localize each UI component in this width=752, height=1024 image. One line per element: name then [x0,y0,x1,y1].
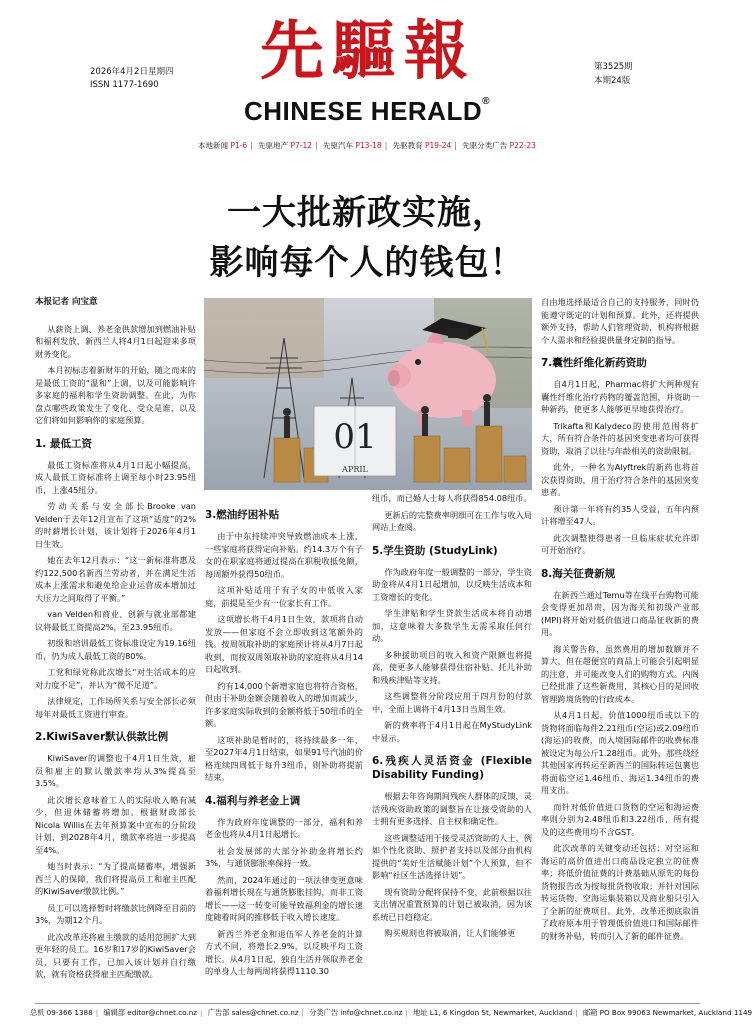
article-column-1 [35,296,196,985]
paragraph: 法律规定，工作场所关系与安全部长必须每年对最低工资进行审查。 [35,696,196,719]
subheading: 4.福利与养老金上调 [205,794,301,807]
article-column-3 [372,492,532,944]
paragraph: 员工可以选择暂时将缴款比例降至目前的3%，为期12个月。 [35,902,196,925]
subheading: 6.残疾人灵活资金 (Flexible Disability Funding) [372,755,532,781]
paragraph: 工党和绿党称此次增长“对生活成本的应对力度不足”，并认为“微不足道”。 [35,667,196,690]
subheading: 7.囊性纤维化新药资助 [541,357,647,369]
paragraph: 最低工资标准将从4月1日起小幅提高，成人最低工资标准将上调至每小时23.95纽币，上涨45纽分。 [35,459,196,495]
paragraph: 初级和培训最低工资标准设定为19.16纽币，仍为成人最低工资的80%。 [35,638,196,661]
paragraph: 这些调整适用于接受灵活资助的人士，例如个性化资助、照护者支持以及部分由机构提供的“美好生活赋能计划”个人预算，但不影响“社区生活选择计划”。 [372,832,532,880]
paragraph: 新西兰养老金和退伍军人养老金的计算方式不同，将增长2.9%，以反映平均工资增长。从4月1日起，独自生活并领取养老金的单身人士每两周将获得1110.30 [205,928,363,976]
paragraph: 此次改革的关键变动还包括：对空运和海运的高价值进出口商品设定独立的征费率；将低价值征费的计费基础从原先的每份货物报告改为按每批货物收取；并针对国际转运货物、空海运集装箱以及商业船只引入了全新的征费项目。此外，改革还彻底取消了政府原本用于管理低价值进口和国际邮件的财务补贴，转而引入了新的邮件征费。 [541,843,699,941]
calendar-month: APRIL [342,465,368,474]
paragraph: 此次增长意味着工人的实际收入略有减少，但退休储蓄将增加。根据财政部长Nicola Willis在去年预算案中宣布的分阶段计划，到2028年4月，缴款率将进一步提高至4%。 [35,794,196,855]
paragraph: 购买规则也将被取消，让人们能够更 [384,928,516,938]
headline-line-2: 影响每个人的钱包！ [209,243,525,283]
byline: 本报记者 向宝意 [35,297,98,307]
section-index: 本地新闻 P1-6 | 先驱地产 P7-12 | 先驱汽车 P13-18 | 先驱教育 P19-24 | 先驱分类广告 P22-23 [198,141,536,150]
footer-po-box: 邮箱 PO Box 99063 Newmarket, Auckland 1149 [582,1008,752,1017]
paragraph: 海关警告称，虽然费用的增加数额并不算大，但在超便宜的商品上可能会引起明显的注意，并可能改变人们的购物方式。内阁已经批准了这些新费用，其核心目的是回收管理跨境货物的行政成本。 [541,643,699,704]
paragraph: 她当时表示：“为了提高储蓄率，增强新西兰人的保障，我们将提高员工和雇主匹配的KiwiSaver缴款比例。” [35,861,196,896]
paragraph: 作为政府年度一般调整的一部分，学生资助金将从4月1日起增加，以反映生活成本和工资增长的变化。 [372,566,532,602]
logo-chinese: 先驅報 [260,14,476,89]
paragraph: 学生津贴和学生贷款生活成本将自动增加，这意味着大多数学生无需采取任何行动。 [372,608,532,643]
paragraph: 预计第一年将有约35人受益，五年内预计将增至47人。 [541,503,699,526]
footer-address: 地址 L1, 6 Kingdon St, Newmarket, Auckland [413,1008,573,1017]
masthead-left [90,66,173,92]
paragraph: 新的费率将于4月1日起在MyStudyLink中显示。 [372,720,532,743]
paragraph: 这项增长将于4月1日生效，款项将自动发放——但家庭不会立即收到这笔额外的钱。按周领取补助的家庭预计将从4月7日起收到，而按双周领取补助的家庭将从4月14日起收到。 [205,614,363,674]
footer-contacts: 总机 09-366 1388 | 编辑部 editor@chnet.co.nz | 广告部 sales@chnet.co.nz | 分类广告 info@chnet.co.nz | 地址 L1, 6 Kingdon St, Newmarket, Auckland | 邮箱 PO Box 99063 Newmarket, Auckland 1149 [30,1008,752,1017]
paragraph: 作为政府年度调整的一部分，福利和养老金也将从4月1日起增长。 [205,816,363,839]
paragraph: 此外，一种名为Alyftrek的新药也将首次获得资助，用于治疗符合条件的基因突变患者。 [541,462,699,497]
article-column-4 [541,296,699,946]
paragraph: 从4月1日起，价值1000纽币或以下的货物将面临每件2.21纽币(空运)或2.09纽币(海运)的收费，而入境国际邮件的收费标准被设定为每公斤1.28纽币。此外，那些绕经其他国家再转运至新西兰的国际转运包裹也将面临空运1.46纽币、海运1.34纽币的费用支出。 [541,710,699,795]
logo-english-text: CHINESE HERALD [243,96,483,126]
section-item[interactable]: 先驱教育 P19-24 [392,141,452,150]
headline-line-1: 一大批新政实施， [227,193,507,233]
paragraph: 社会发展部的大部分补助金将增长约3%，与通货膨胀率保持一致。 [205,845,363,868]
paragraph: 这项补助是暂时的，将持续最多一年，至2027年4月1日结束，如果91号汽油的价格连续四周低于每升3纽币，则补助将提前结束。 [205,734,363,782]
lead-photo [204,298,532,490]
paragraph: 此次改革还将雇主缴款的适用范围扩大到更年轻的员工。16岁和17岁的KiwiSaver会员，只要有工作，已加入该计划并自行缴款，就有资格获得雇主匹配缴款。 [35,931,196,979]
issue-number: 第3525期 [594,62,633,72]
subheading: 2.KiwiSaver默认供款比例 [35,731,169,743]
masthead-right [594,60,633,88]
paragraph: 这些调整将分阶段应用于四月份的付款中，全面上调将于4月13日当周生效。 [372,691,532,714]
paragraph: Trikafta和Kalydeco的使用范围将扩大，所有符合条件的基因突变患者均可获得资助，取消了以往与年龄相关的资助限制。 [541,420,699,456]
issue-date: 2026年4月2日星期四 [90,67,174,77]
paragraph: 现有资助分配将保持不变，此前根据以往支出情况重置预算的计划已被取消，因为该系统已日趋稳定。 [372,886,532,922]
paragraph: 在新西兰通过Temu等在线平台购物可能会变得更加昂贵，因为海关和初级产业部(MPI)将开始对低价值进口商品征收新的费用。 [541,589,699,637]
paragraph: 自4月1日起，Pharmac将扩大两种现有囊性纤维化治疗药物的覆盖范围，并资助一种新药，使更多人能够更早地获得治疗。 [541,379,699,414]
paragraph: 纽币，而已婚人士每人将获得854.08纽币。 [372,493,532,503]
subheading: 3.燃油纾困补贴 [205,509,280,521]
paragraph: 然而，2024年通过的一项法律变更意味着福利增长现在与通货膨胀挂钩，而非工资增长——这一转变可能导致福利金的增长速度随着时间的推移低于收入增长速度。 [205,874,363,922]
calendar-day: 01 [333,417,377,457]
subheading: 8.海关征费新规 [541,567,616,580]
page-count: 本期24版 [594,76,631,86]
footer-sales-email[interactable]: 广告部 sales@chnet.co.nz [207,1008,299,1017]
paragraph: 她在去年12月表示：“这一新标准将惠及约122,500名新西兰劳动者，并在满足生活成本上涨需求和避免给企业运营成本增加过大压力之间取得了平衡。” [35,555,196,603]
article-column-2 [205,500,363,982]
paragraph: 而针对低价值进口货物的空运和海运费率则分别为2.48纽币和3.22纽币，所有提及的这些费用均不含GST。 [541,801,699,837]
section-item[interactable]: 本地新闻 P1-6 [198,141,248,150]
paragraph: 此次调整使得患者一旦临床症状允许即可开始治疗。 [541,532,699,555]
footer-editor-email[interactable]: 编辑部 editor@chnet.co.nz [103,1008,198,1017]
paragraph: 根据去年咨询期间残疾人群体的反馈，灵活残疾资助政策的调整旨在让接受资助的人士拥有更多选择、自主权和确定性。 [372,791,532,826]
issn: ISSN 1177-1690 [90,80,159,90]
paragraph: 这项补贴适用于有子女的中低收入家庭，前提是至少有一位家长有工作。 [205,585,363,608]
footer-divider [35,1003,700,1004]
paragraph: 更新后的完整费率明细可在工作与收入局网站上查阅。 [372,509,532,532]
subheading: 5.学生资助 (StudyLink) [372,544,498,557]
paragraph: van Velden和商业、创新与就业部都建议将最低工资提高2%，至23.95纽币。 [35,609,196,632]
subheading: 1. 最低工资 [35,437,92,450]
paragraph: 由于中东持续冲突导致燃油成本上涨，一些家庭将获得定向补贴。约14.3万个有子女的在职家庭将通过提高在职税收抵免额，每周额外获得50纽币。 [205,531,363,579]
paragraph: 劳动关系与安全部长Brooke van Velden于去年12月宣布了这项“适度”的2%的时薪增长计划，该计划将于2026年4月1日生效。 [35,501,196,549]
section-item[interactable]: 先驱分类广告 P22-23 [462,141,536,150]
footer-phone[interactable]: 总机 09-366 1388 [30,1008,93,1017]
paragraph: 本月初标志着新财年的开始，随之而来的是最低工资的“温和”上调，以及可能影响许多家庭的福利和学生资助调整。在此，为你盘点哪些政策发生了变化、受众是谁，以及它们将如何影响你的家庭预算。 [35,365,196,425]
paragraph: 自由地选择最适合自己的支持服务，同时仍能遵守既定的计划和预算。此外，还将提供额外支持，帮助人们管理资助，机构将根据个人需求和经验提供量身定制的指导。 [541,297,699,345]
footer-classified-email[interactable]: 分类广告 info@chnet.co.nz [309,1008,403,1017]
paragraph: 约有14,000个新增家庭也将符合资格，但由于补助金额会随着收入的增加而减少，许多家庭实际收到的金额将低于50纽币的全额。 [205,680,363,728]
logo-english: CHINESE HERALD® [243,96,490,126]
paragraph: 多种援助项目的收入和资产限额也将提高，使更多人能够获得住宿补贴、托儿补助和残疾津贴等支持。 [372,649,532,685]
headline [0,188,734,288]
section-item[interactable]: 先驱汽车 P13-18 [322,141,382,150]
section-item[interactable]: 先驱地产 P7-12 [258,141,313,150]
calendar-icon [314,406,396,476]
paragraph: 从薪资上调、养老金供款增加到燃油补贴和福利发放，新西兰人将4月1日起迎来多项财务变化。 [35,323,196,359]
paragraph: KiwiSaver的调整也于4月1日生效，雇员和雇主的默认缴款率均从3%提高至3.5%。 [35,753,196,788]
